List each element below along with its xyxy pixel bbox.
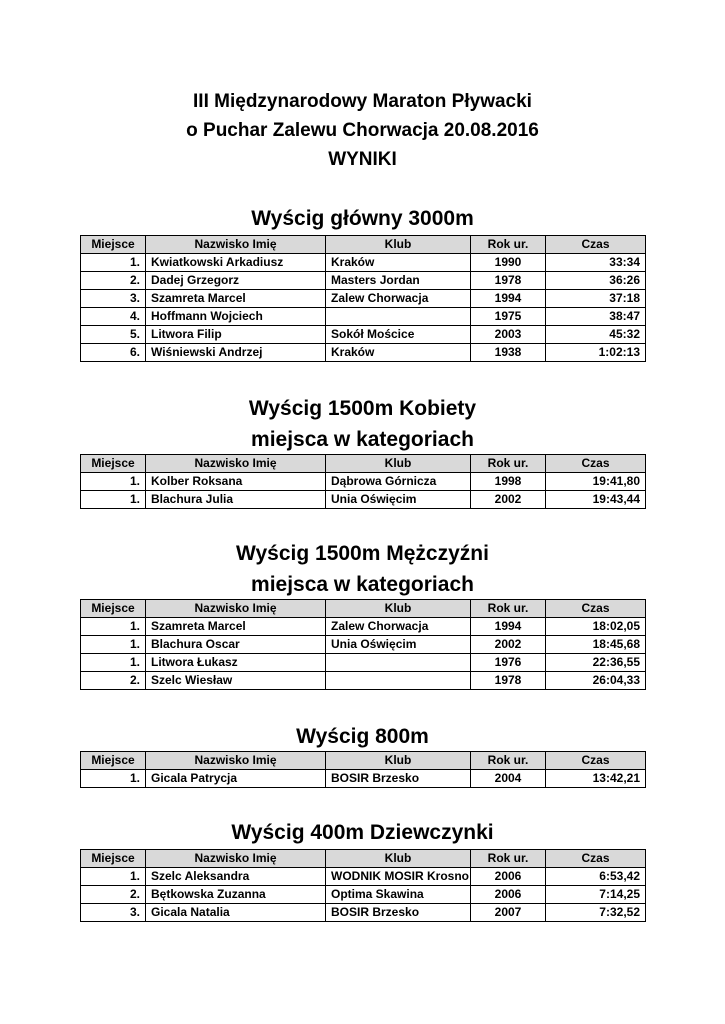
- year-cell: 2006: [471, 868, 546, 886]
- section-title-line: Wyścig 1500m Mężczyźni: [236, 542, 489, 565]
- results-table: [80, 454, 646, 509]
- time-cell: 1:02:13: [546, 344, 646, 362]
- time-cell: 37:18: [546, 290, 646, 308]
- time-cell: 38:47: [546, 308, 646, 326]
- year-cell: 1994: [471, 618, 546, 636]
- table-row: [81, 491, 646, 509]
- time-cell: 22:36,55: [546, 654, 646, 672]
- name-cell: Szelc Wiesław: [146, 672, 326, 690]
- table-row: [81, 254, 646, 272]
- table-row: [81, 344, 646, 362]
- section-title-line: Wyścig główny 3000m: [251, 207, 474, 230]
- name-cell: Gicala Patrycja: [146, 770, 326, 788]
- col-header-name: Nazwisko Imię: [146, 752, 326, 770]
- place-cell: 1.: [81, 868, 146, 886]
- table-row: [81, 473, 646, 491]
- table-row: [81, 326, 646, 344]
- year-cell: 1978: [471, 672, 546, 690]
- place-cell: 5.: [81, 326, 146, 344]
- col-header-place: Miejsce: [81, 752, 146, 770]
- club-cell: Unia Oświęcim: [326, 636, 471, 654]
- col-header-name: Nazwisko Imię: [146, 600, 326, 618]
- col-header-time: Czas: [546, 455, 646, 473]
- col-header-time: Czas: [546, 600, 646, 618]
- title-line: o Puchar Zalewu Chorwacja 20.08.2016: [186, 120, 539, 141]
- time-cell: 45:32: [546, 326, 646, 344]
- club-cell: [326, 654, 471, 672]
- col-header-club: Klub: [326, 236, 471, 254]
- table-row: [81, 672, 646, 690]
- col-header-place: Miejsce: [81, 455, 146, 473]
- place-cell: 2.: [81, 272, 146, 290]
- place-cell: 3.: [81, 290, 146, 308]
- time-cell: 26:04,33: [546, 672, 646, 690]
- col-header-year: Rok ur.: [471, 600, 546, 618]
- table-row: [81, 272, 646, 290]
- col-header-time: Czas: [546, 850, 646, 868]
- col-header-time: Czas: [546, 236, 646, 254]
- document-title: [0, 87, 725, 174]
- name-cell: Litwora Łukasz: [146, 654, 326, 672]
- table-row: [81, 770, 646, 788]
- section-title-line: miejsca w kategoriach: [251, 573, 474, 596]
- col-header-club: Klub: [326, 752, 471, 770]
- club-cell: Unia Oświęcim: [326, 491, 471, 509]
- table-row: [81, 868, 646, 886]
- place-cell: 2.: [81, 886, 146, 904]
- name-cell: Dadej Grzegorz: [146, 272, 326, 290]
- name-cell: Szelc Aleksandra: [146, 868, 326, 886]
- club-cell: [326, 308, 471, 326]
- name-cell: Wiśniewski Andrzej: [146, 344, 326, 362]
- name-cell: Hoffmann Wojciech: [146, 308, 326, 326]
- col-header-year: Rok ur.: [471, 752, 546, 770]
- table-row: [81, 654, 646, 672]
- place-cell: 1.: [81, 473, 146, 491]
- place-cell: 1.: [81, 254, 146, 272]
- time-cell: 13:42,21: [546, 770, 646, 788]
- section-title-line: Wyścig 1500m Kobiety: [248, 397, 477, 420]
- year-cell: 1978: [471, 272, 546, 290]
- name-cell: Kwiatkowski Arkadiusz: [146, 254, 326, 272]
- name-cell: Blachura Julia: [146, 491, 326, 509]
- col-header-place: Miejsce: [81, 600, 146, 618]
- year-cell: 1994: [471, 290, 546, 308]
- header-row: [81, 850, 646, 868]
- club-cell: Zalew Chorwacja: [326, 618, 471, 636]
- header-row: [81, 600, 646, 618]
- title-line: III Międzynarodowy Maraton Pływacki: [193, 91, 532, 112]
- col-header-time: Czas: [546, 752, 646, 770]
- section-title-line: Wyścig 800m: [296, 725, 429, 748]
- year-cell: 2006: [471, 886, 546, 904]
- year-cell: 1990: [471, 254, 546, 272]
- section-title: [0, 393, 725, 455]
- header-row: [81, 752, 646, 770]
- name-cell: Litwora Filip: [146, 326, 326, 344]
- time-cell: 18:02,05: [546, 618, 646, 636]
- results-table: [80, 849, 646, 922]
- place-cell: 2.: [81, 672, 146, 690]
- col-header-year: Rok ur.: [471, 850, 546, 868]
- year-cell: 2002: [471, 636, 546, 654]
- header-row: [81, 236, 646, 254]
- time-cell: 19:43,44: [546, 491, 646, 509]
- col-header-club: Klub: [326, 850, 471, 868]
- year-cell: 1976: [471, 654, 546, 672]
- club-cell: Dąbrowa Górnicza: [326, 473, 471, 491]
- club-cell: BOSIR Brzesko: [326, 770, 471, 788]
- table-row: [81, 886, 646, 904]
- section-title: [0, 203, 725, 234]
- name-cell: Szamreta Marcel: [146, 290, 326, 308]
- club-cell: Masters Jordan: [326, 272, 471, 290]
- col-header-year: Rok ur.: [471, 236, 546, 254]
- results-table: [80, 235, 646, 362]
- table-row: [81, 618, 646, 636]
- name-cell: Szamreta Marcel: [146, 618, 326, 636]
- club-cell: Optima Skawina: [326, 886, 471, 904]
- col-header-place: Miejsce: [81, 236, 146, 254]
- year-cell: 2004: [471, 770, 546, 788]
- time-cell: 19:41,80: [546, 473, 646, 491]
- col-header-place: Miejsce: [81, 850, 146, 868]
- results-table: [80, 751, 646, 788]
- col-header-name: Nazwisko Imię: [146, 455, 326, 473]
- section-title: [0, 817, 725, 848]
- name-cell: Bętkowska Zuzanna: [146, 886, 326, 904]
- name-cell: Gicala Natalia: [146, 904, 326, 922]
- header-row: [81, 455, 646, 473]
- col-header-name: Nazwisko Imię: [146, 236, 326, 254]
- section-title: [0, 538, 725, 600]
- club-cell: Sokół Mościce: [326, 326, 471, 344]
- name-cell: Blachura Oscar: [146, 636, 326, 654]
- year-cell: 1938: [471, 344, 546, 362]
- section-title-line: miejsca w kategoriach: [251, 428, 474, 451]
- col-header-club: Klub: [326, 455, 471, 473]
- place-cell: 3.: [81, 904, 146, 922]
- place-cell: 4.: [81, 308, 146, 326]
- club-cell: BOSIR Brzesko: [326, 904, 471, 922]
- place-cell: 1.: [81, 491, 146, 509]
- club-cell: [326, 672, 471, 690]
- time-cell: 7:32,52: [546, 904, 646, 922]
- club-cell: Kraków: [326, 344, 471, 362]
- year-cell: 2003: [471, 326, 546, 344]
- club-cell: WODNIK MOSIR Krosno: [326, 868, 471, 886]
- table-row: [81, 636, 646, 654]
- table-row: [81, 290, 646, 308]
- year-cell: 2007: [471, 904, 546, 922]
- name-cell: Kolber Roksana: [146, 473, 326, 491]
- section-title-line: Wyścig 400m Dziewczynki: [231, 821, 494, 844]
- section-title: [0, 721, 725, 752]
- year-cell: 1998: [471, 473, 546, 491]
- results-table: [80, 599, 646, 690]
- time-cell: 6:53,42: [546, 868, 646, 886]
- time-cell: 33:34: [546, 254, 646, 272]
- col-header-year: Rok ur.: [471, 455, 546, 473]
- place-cell: 6.: [81, 344, 146, 362]
- col-header-club: Klub: [326, 600, 471, 618]
- place-cell: 1.: [81, 618, 146, 636]
- time-cell: 18:45,68: [546, 636, 646, 654]
- table-row: [81, 308, 646, 326]
- title-line: WYNIKI: [328, 149, 397, 170]
- time-cell: 7:14,25: [546, 886, 646, 904]
- year-cell: 1975: [471, 308, 546, 326]
- place-cell: 1.: [81, 770, 146, 788]
- col-header-name: Nazwisko Imię: [146, 850, 326, 868]
- table-row: [81, 904, 646, 922]
- year-cell: 2002: [471, 491, 546, 509]
- club-cell: Kraków: [326, 254, 471, 272]
- place-cell: 1.: [81, 636, 146, 654]
- club-cell: Zalew Chorwacja: [326, 290, 471, 308]
- time-cell: 36:26: [546, 272, 646, 290]
- place-cell: 1.: [81, 654, 146, 672]
